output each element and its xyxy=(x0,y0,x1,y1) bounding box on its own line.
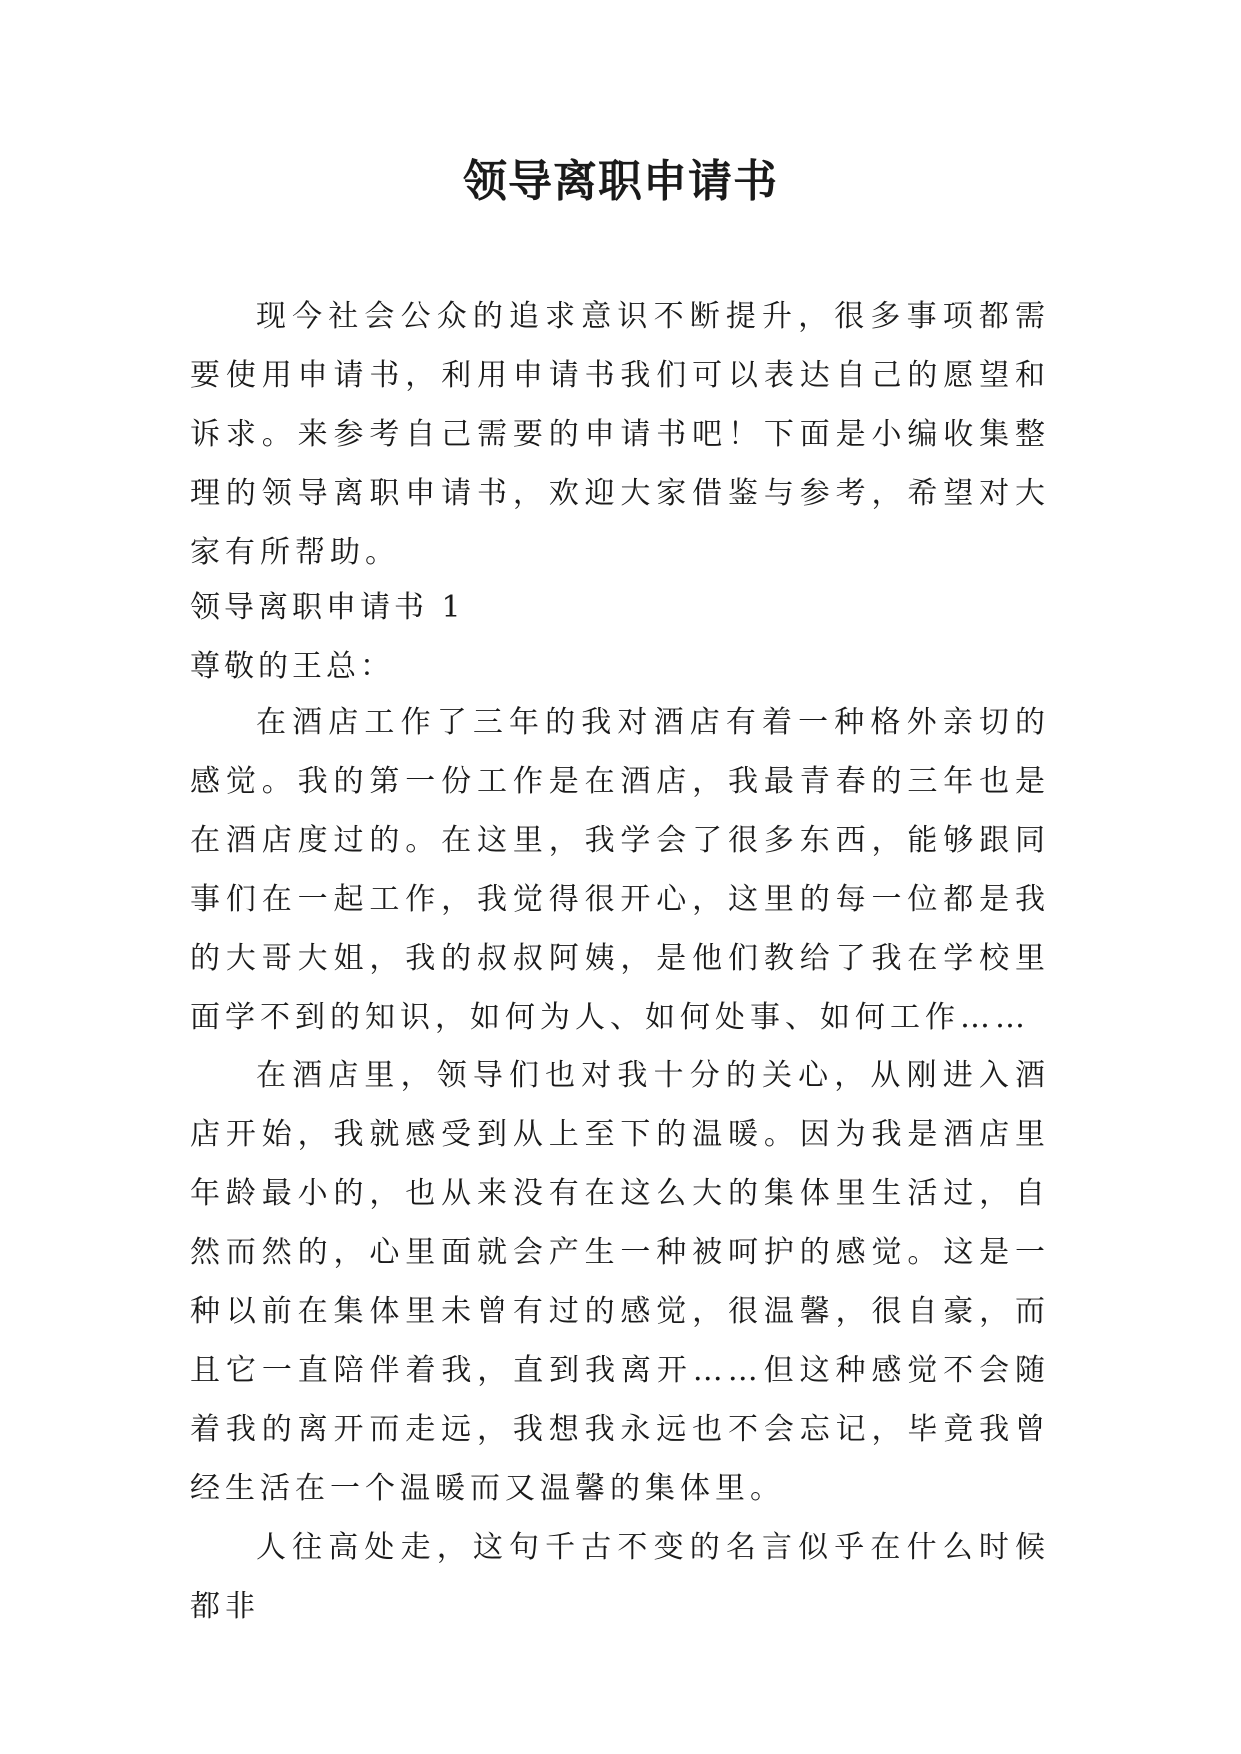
body-paragraph-3: 人往高处走，这句千古不变的名言似乎在什么时候都非 xyxy=(190,1530,1050,1624)
section-heading: 领导离职申请书 1 xyxy=(190,590,465,625)
document-title: 领导离职申请书 xyxy=(463,156,778,207)
body-paragraph-2: 在酒店里，领导们也对我十分的关心，从刚进入酒店开始，我就感受到从上至下的温暖。因为我是酒店里年龄最小的，也从来没有在这么大的集体里生活过，自然而然的，心里面就会产生一种被呵护的感觉。这是一种以前在集体里未曾有过的感觉，很温馨，很自豪，而且它一直陪伴着我，直到我离开……但这种感觉不会随着我的离开而走远，我想我永远也不会忘记，毕竟我曾经生活在一个温暖而又温馨的集体里。 xyxy=(190,1058,1050,1506)
body-paragraph-1: 在酒店工作了三年的我对酒店有着一种格外亲切的感觉。我的第一份工作是在酒店，我最青春的三年也是在酒店度过的。在这里，我学会了很多东西，能够跟同事们在一起工作，我觉得很开心，这里的每一位都是我的大哥大姐，我的叔叔阿姨，是他们教给了我在学校里面学不到的知识，如何为人、如何处事、如何工作…… xyxy=(190,705,1050,1035)
greeting-line: 尊敬的王总： xyxy=(190,649,394,684)
intro-paragraph: 现今社会公众的追求意识不断提升，很多事项都需要使用申请书，利用申请书我们可以表达自己的愿望和诉求。来参考自己需要的申请书吧！下面是小编收集整理的领导离职申请书，欢迎大家借鉴与参考，希望对大家有所帮助。 xyxy=(190,299,1050,570)
